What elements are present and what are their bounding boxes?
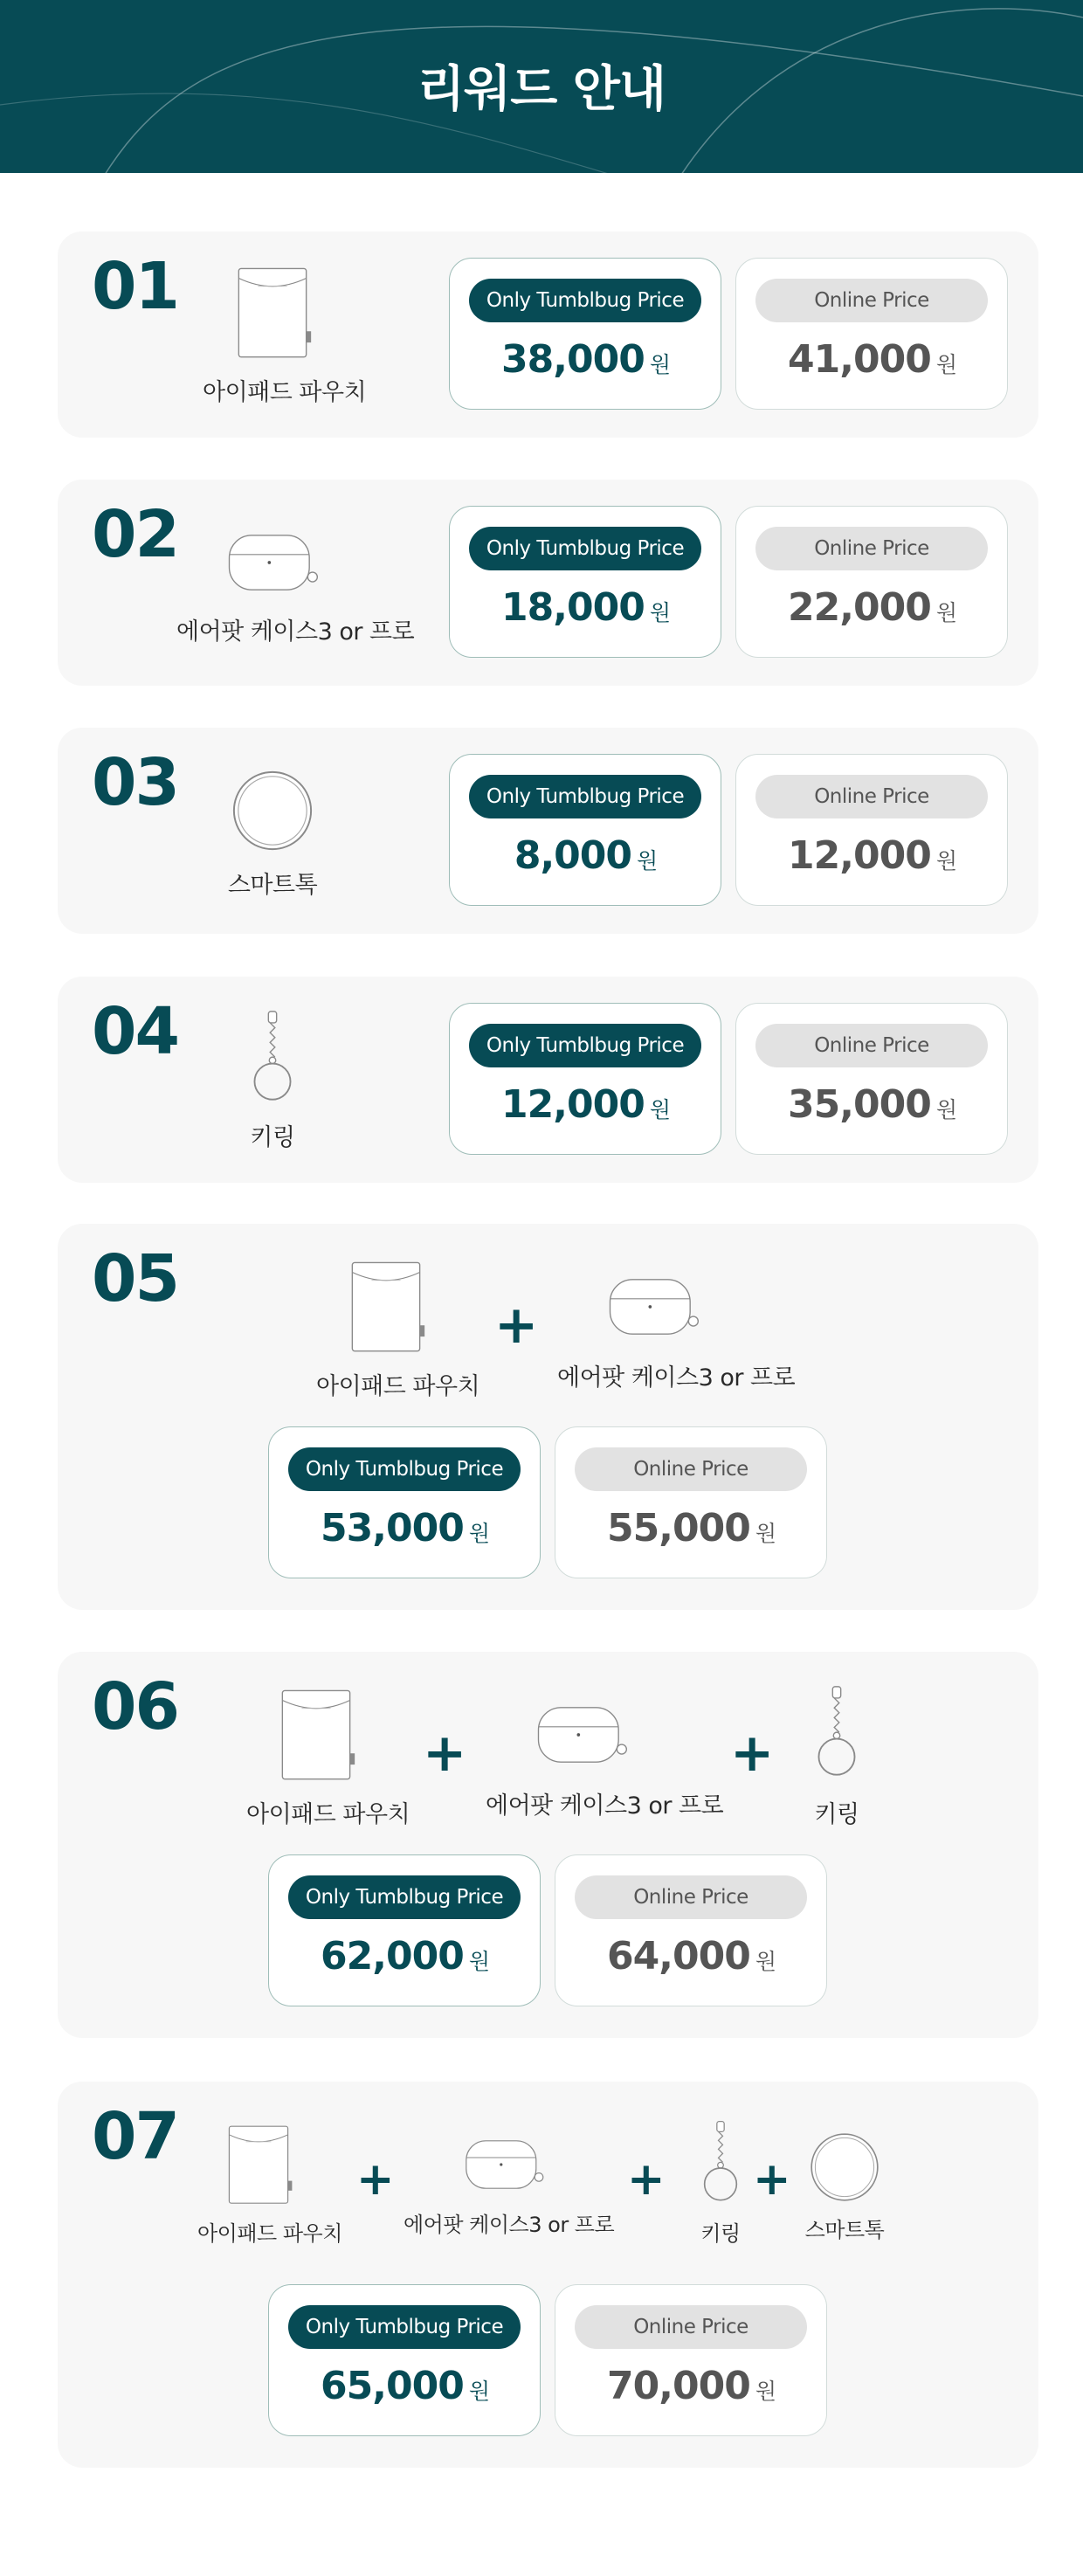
reward-number: 02 [92,497,178,572]
plus-icon: + [423,1723,467,1784]
online-price-box [735,258,1008,410]
tumblbug-price-value: 65,000 [321,2364,464,2408]
tumblbug-price-value: 62,000 [321,1934,464,1979]
price-unit: 원 [935,1097,957,1122]
ipad-pouch-icon [276,1685,356,1786]
keyring-icon [812,1683,861,1785]
reward-card-03[interactable] [58,728,1038,934]
online-price-value: 22,000 [788,585,931,630]
item-label: 에어팟 케이스3 or 프로 [486,1792,724,1820]
reward-card-02[interactable] [58,480,1038,686]
ipad-pouch-icon [224,2122,293,2209]
online-price-label: Online Price [755,279,988,322]
online-price-box [555,1426,827,1578]
online-price-box [735,506,1008,658]
item-label: 키링 [250,1124,295,1151]
online-price-label: Online Price [575,2305,807,2349]
tumblbug-price-value: 18,000 [501,585,645,630]
tumblbug-price-label: Only Tumblbug Price [288,1447,521,1491]
item-label: 에어팟 케이스3 or 프로 [176,618,415,646]
tumblbug-price-value: 53,000 [321,1506,464,1550]
online-price-label: Online Price [755,1024,988,1067]
price-unit: 원 [468,1949,490,1974]
page-title: 리워드 안내 [417,61,666,118]
reward-number: 04 [92,994,178,1069]
price-unit: 원 [649,352,671,377]
ipad-pouch-icon [346,1257,426,1358]
tumblbug-price-label: Only Tumblbug Price [288,1875,521,1919]
reward-card-04[interactable] [58,977,1038,1183]
keyring-icon [248,1008,297,1109]
price-unit: 원 [468,2379,490,2404]
online-price-label: Online Price [575,1875,807,1919]
tumblbug-price-box [268,1854,541,2006]
smart-tok-icon [230,768,315,853]
reward-item [404,2136,615,2238]
online-price-label: Online Price [755,775,988,818]
reward-number: 03 [92,745,178,820]
reward-number: 06 [92,1669,178,1744]
reward-number: 01 [92,249,178,324]
item-label: 에어팟 케이스3 or 프로 [557,1364,796,1392]
price-unit: 원 [468,1521,490,1546]
online-price-box [555,1854,827,2006]
tumblbug-price-box [449,506,721,658]
price-unit: 원 [935,848,957,874]
reward-item [557,1274,796,1392]
reward-card-06[interactable] [58,1652,1038,2038]
tumblbug-price-box [449,1003,721,1155]
reward-item [681,2118,760,2247]
keyring-icon [699,2118,742,2209]
price-unit: 원 [755,2379,776,2404]
reward-item [486,1702,724,1820]
tumblbug-price-value: 38,000 [501,337,645,382]
price-unit: 원 [755,1521,776,1546]
online-price-value: 35,000 [788,1082,931,1127]
online-price-value: 12,000 [788,833,931,878]
tumblbug-price-label: Only Tumblbug Price [469,279,701,322]
item-label: 아이패드 파우치 [203,379,367,406]
airpods-case-icon [605,1274,701,1339]
item-label: 키링 [700,2221,741,2246]
plus-icon: + [627,2153,666,2206]
airpods-case-icon [224,530,321,595]
tumblbug-price-value: 8,000 [514,833,632,878]
reward-item [197,2122,342,2247]
online-price-value: 64,000 [607,1934,750,1979]
plus-icon: + [753,2153,791,2206]
reward-card-05[interactable] [58,1224,1038,1610]
online-price-label: Online Price [575,1447,807,1491]
online-price-value: 70,000 [607,2364,750,2408]
reward-item [797,2131,893,2243]
online-price-box [735,754,1008,906]
plus-icon: + [356,2153,395,2206]
item-label: 아이패드 파우치 [246,1801,410,1828]
online-price-box [735,1003,1008,1155]
reward-card-01[interactable] [58,231,1038,438]
reward-number: 07 [92,2099,178,2174]
price-unit: 원 [637,848,659,874]
reward-item [246,1685,410,1829]
reward-card-07[interactable] [58,2082,1038,2468]
reward-item [203,263,367,407]
airpods-case-icon [462,2136,546,2193]
item-label: 아이패드 파우치 [197,2221,342,2246]
smart-tok-icon [808,2131,881,2204]
airpods-case-icon [534,1702,630,1767]
price-unit: 원 [935,600,957,625]
reward-item [203,768,342,900]
item-label: 키링 [814,1801,859,1828]
tumblbug-price-box [449,258,721,410]
reward-item [316,1257,480,1401]
online-price-box [555,2284,827,2436]
plus-icon: + [494,1295,539,1356]
ipad-pouch-icon [232,263,313,364]
tumblbug-price-box [268,1426,541,1578]
price-unit: 원 [935,352,957,377]
price-unit: 원 [755,1949,776,1974]
item-label: 에어팟 케이스3 or 프로 [404,2213,615,2237]
item-label: 스마트톡 [227,872,318,899]
tumblbug-price-box [449,754,721,906]
reward-item [176,530,415,646]
tumblbug-price-label: Only Tumblbug Price [288,2305,521,2349]
tumblbug-price-label: Only Tumblbug Price [469,1024,701,1067]
price-unit: 원 [649,600,671,625]
tumblbug-price-label: Only Tumblbug Price [469,775,701,818]
tumblbug-price-label: Only Tumblbug Price [469,527,701,570]
reward-number: 05 [92,1241,178,1316]
plus-icon: + [730,1723,775,1784]
item-label: 아이패드 파우치 [316,1373,480,1400]
reward-item [220,1008,325,1152]
tumblbug-price-box [268,2284,541,2436]
online-price-value: 41,000 [788,337,931,382]
price-unit: 원 [649,1097,671,1122]
page-header [0,0,1083,173]
online-price-label: Online Price [755,527,988,570]
online-price-value: 55,000 [607,1506,750,1550]
tumblbug-price-value: 12,000 [501,1082,645,1127]
item-label: 스마트톡 [804,2218,885,2242]
reward-item [793,1683,880,1829]
